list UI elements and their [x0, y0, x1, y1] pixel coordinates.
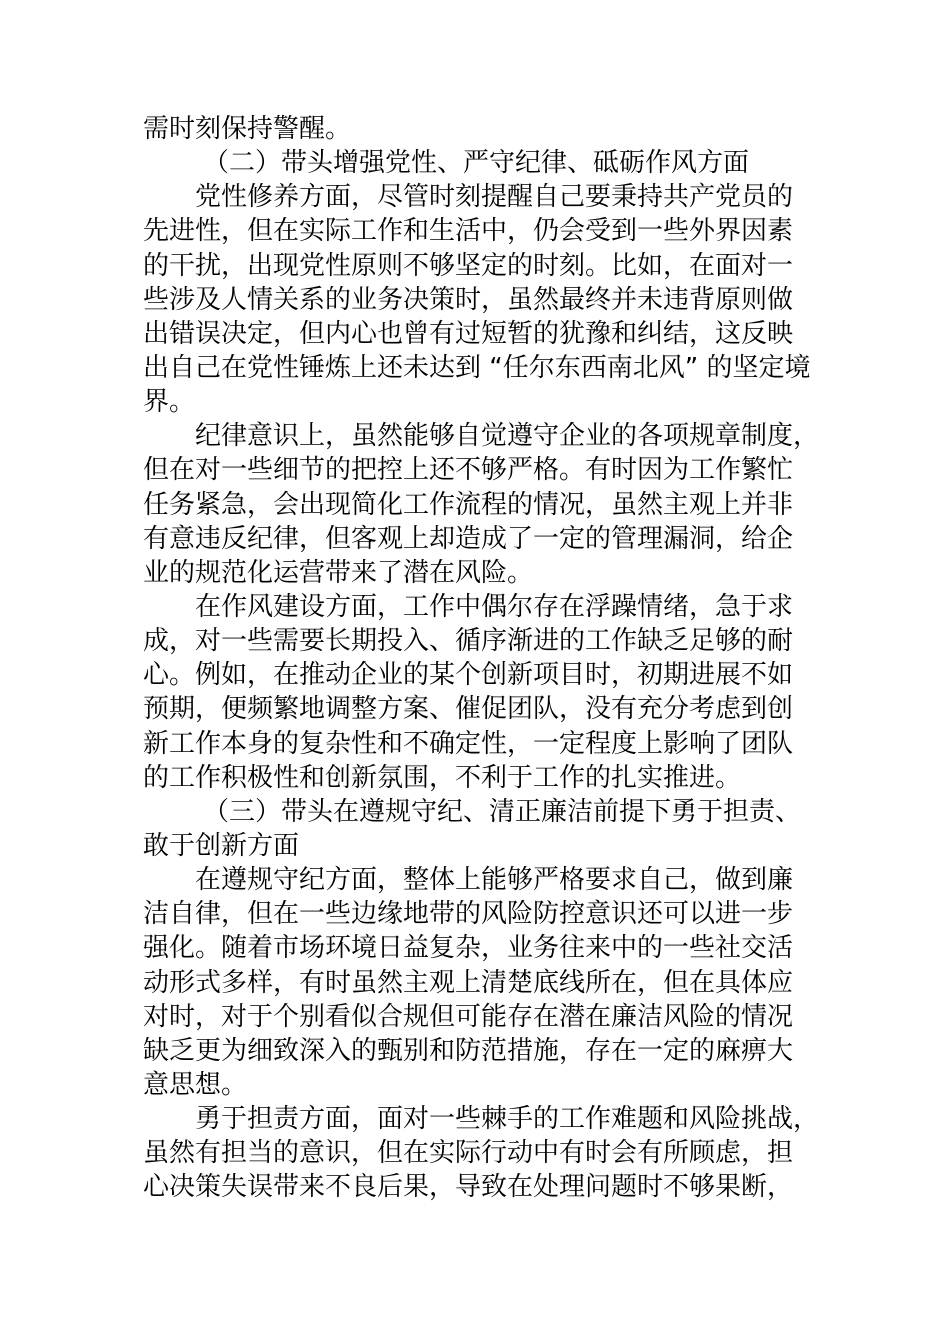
paragraph-line: 虽然有担当的意识，但在实际行动中有时会有所顾虑，担	[143, 1138, 794, 1169]
section-heading-continued: 敢于创新方面	[143, 830, 300, 861]
paragraph-line: 纪律意识上，虽然能够自觉遵守企业的各项规章制度，	[195, 421, 820, 452]
paragraph-line: 勇于担责方面，面对一些棘手的工作难题和风险挑战，	[195, 1104, 820, 1135]
paragraph-line: 强化。随着市场环境日益复杂，业务往来中的一些社交活	[143, 933, 794, 964]
paragraph-line: 出自己在党性锤炼上还未达到 “任尔东西南北风” 的坚定境	[143, 352, 811, 383]
paragraph-line: 先进性，但在实际工作和生活中，仍会受到一些外界因素	[143, 216, 794, 247]
paragraph-line: 出错误决定，但内心也曾有过短暂的犹豫和纠结，这反映	[143, 318, 794, 349]
paragraph-line: 需时刻保持警醒。	[143, 114, 352, 144]
paragraph-line: 界。	[143, 387, 196, 418]
paragraph-line: 在遵规守纪方面，整体上能够严格要求自己，做到廉	[195, 865, 794, 896]
paragraph-line: 些涉及人情关系的业务决策时，虽然最终并未违背原则做	[143, 284, 794, 315]
section-heading: （二）带头增强党性、严守纪律、砥砺作风方面	[203, 148, 750, 179]
section-heading: （三）带头在遵规守纪、清正廉洁前提下勇于担责、	[203, 796, 802, 827]
paragraph-line: 洁自律，但在一些边缘地带的风险防控意识还可以进一步	[143, 899, 794, 930]
paragraph-line: 心决策失误带来不良后果，导致在处理问题时不够果断，	[143, 1172, 794, 1203]
paragraph-line: 成，对一些需要长期投入、循序渐进的工作缺乏足够的耐	[143, 626, 794, 657]
paragraph-line: 的工作积极性和创新氛围，不利于工作的扎实推进。	[143, 762, 742, 793]
paragraph-line: 任务紧急，会出现简化工作流程的情况，虽然主观上并非	[143, 489, 794, 520]
paragraph-line: 有意违反纪律，但客观上却造成了一定的管理漏洞，给企	[143, 523, 794, 554]
paragraph-line: 的干扰，出现党性原则不够坚定的时刻。比如，在面对一	[143, 250, 794, 281]
paragraph-line: 党性修养方面，尽管时刻提醒自己要秉持共产党员的	[195, 182, 794, 213]
paragraph-line: 动形式多样，有时虽然主观上清楚底线所在，但在具体应	[143, 967, 794, 998]
paragraph-line: 对时，对于个别看似合规但可能存在潜在廉洁风险的情况	[143, 1001, 794, 1032]
paragraph-line: 心。例如，在推动企业的某个创新项目时，初期进展不如	[143, 660, 794, 691]
paragraph-line: 但在对一些细节的把控上还不够严格。有时因为工作繁忙	[143, 455, 794, 486]
paragraph-line: 新工作本身的复杂性和不确定性，一定程度上影响了团队	[143, 728, 794, 759]
paragraph-line: 业的规范化运营带来了潜在风险。	[143, 557, 534, 588]
paragraph-line: 缺乏更为细致深入的甄别和防范措施，存在一定的麻痹大	[143, 1035, 794, 1066]
paragraph-line: 预期，便频繁地调整方案、催促团队，没有充分考虑到创	[143, 694, 794, 725]
document-body	[143, 112, 823, 1205]
paragraph-line: 在作风建设方面，工作中偶尔存在浮躁情绪，急于求	[195, 591, 794, 622]
paragraph-line: 意思想。	[143, 1069, 248, 1100]
